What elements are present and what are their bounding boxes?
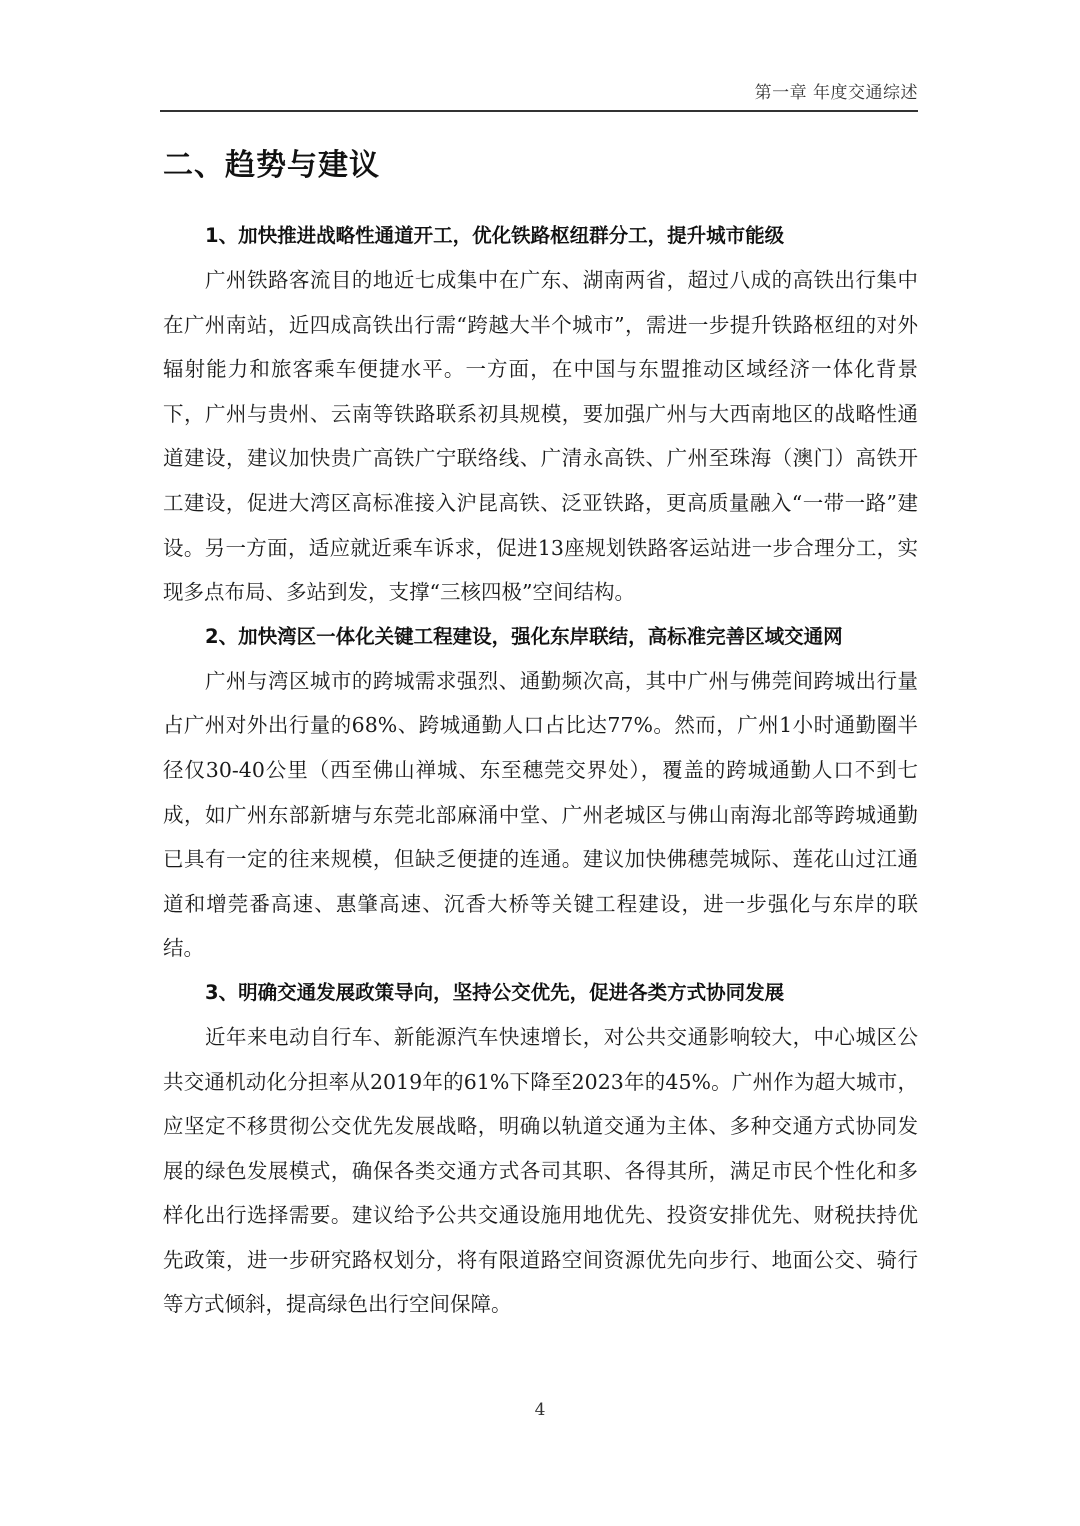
paragraph-1: 广州铁路客流目的地近七成集中在广东、湖南两省，超过八成的高铁出行集中在广州南站，近四成高铁出行需“跨越大半个城市”，需进一步提升铁路枢纽的对外辐射能力和旅客乘车便捷水平。一方面，在中国与东盟推动区域经济一体化背景下，广州与贵州、云南等铁路联系初具规模，要加强广州与大西南地区的战略性通道建设，建议加快贵广高铁广宁联络线、广清永高铁、广州至珠海（澳门）高铁开工建设，促进大湾区高标准接入沪昆高铁、泛亚铁路，更高质量融入“一带一路”建设。另一方面，适应就近乘车诉求，促进13座规划铁路客运站进一步合理分工，实现多点布局、多站到发，支撑“三核四极”空间结构。 [163,268,918,605]
subheading-2: 2、加快湾区一体化关键工程建设，强化东岸联结，高标准完善区域交通网 [205,624,843,648]
main-content [163,214,918,1327]
subheading-3: 3、明确交通发展政策导向，坚持公交优先，促进各类方式协同发展 [205,980,785,1004]
paragraph-2: 广州与湾区城市的跨城需求强烈、通勤频次高，其中广州与佛莞间跨城出行量占广州对外出行量的68%、跨城通勤人口占比达77%。然而，广州1小时通勤圈半径仅30-40公里（西至佛山禅城、东至穗莞交界处），覆盖的跨城通勤人口不到七成，如广州东部新塘与东莞北部麻涌中堂、广州老城区与佛山南海北部等跨城通勤已具有一定的往来规模，但缺乏便捷的连通。建议加快佛穗莞城际、莲花山过江通道和增莞番高速、惠肇高速、沉香大桥等关键工程建设，进一步强化与东岸的联结。 [163,668,918,961]
section-title: 二、趋势与建议 [163,148,380,183]
page-number: 4 [534,1400,546,1420]
chapter-title: 第一章 年度交通综述 [754,83,918,103]
page-header [160,74,918,112]
paragraph-3: 近年来电动自行车、新能源汽车快速增长，对公共交通影响较大，中心城区公共交通机动化分担率从2019年的61%下降至2023年的45%。广州作为超大城市，应坚定不移贯彻公交优先发展战略，明确以轨道交通为主体、多种交通方式协同发展的绿色发展模式，确保各类交通方式各司其职、各得其所，满足市民个性化和多样化出行选择需要。建议给予公共交通设施用地优先、投资安排优先、财税扶持优先政策，进一步研究路权划分，将有限道路空间资源优先向步行、地面公交、骑行等方式倾斜，提高绿色出行空间保障。 [163,1024,918,1317]
subheading-1: 1、加快推进战略性通道开工，优化铁路枢纽群分工，提升城市能级 [205,224,785,247]
